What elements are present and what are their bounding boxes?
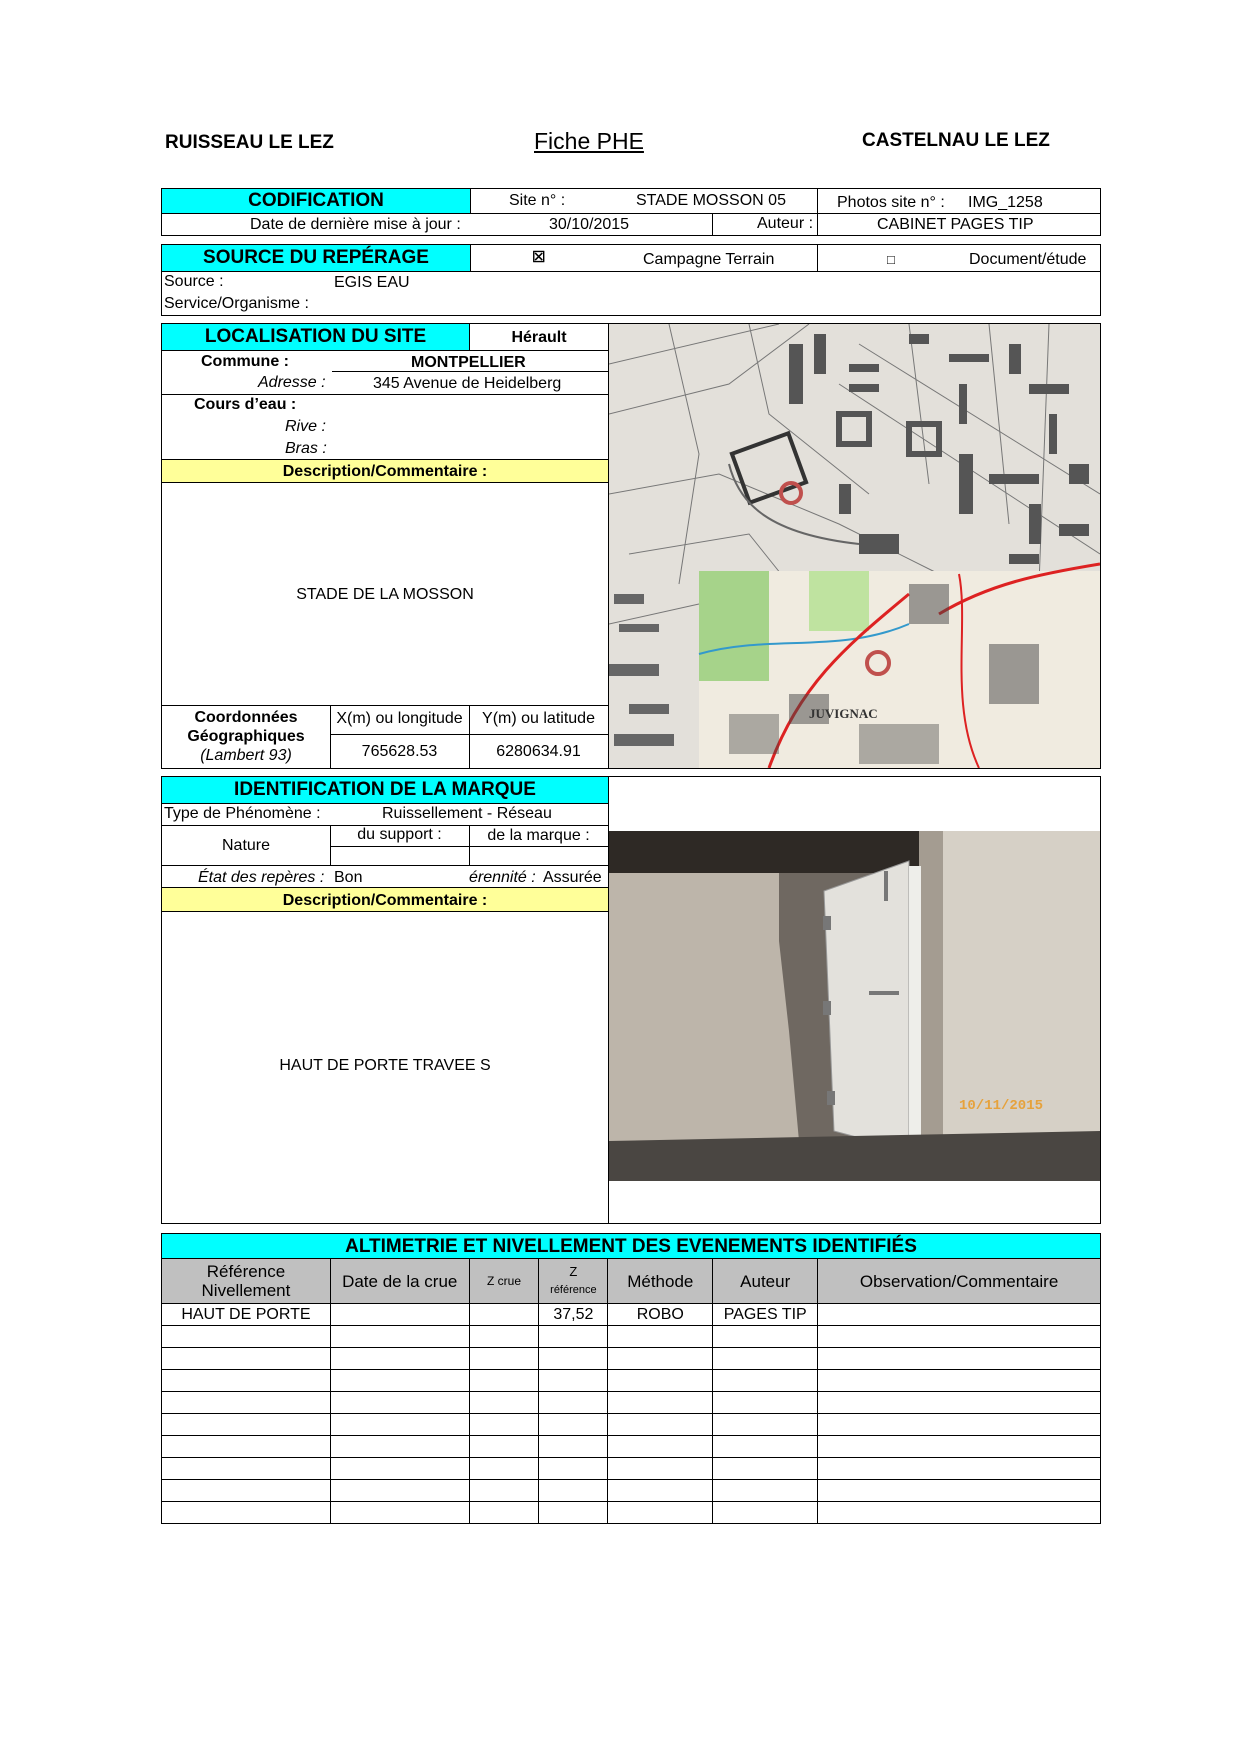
loc-desc-label: Description/Commentaire : — [162, 459, 608, 483]
col-z-crue: Z crue — [469, 1259, 539, 1304]
table-cell — [713, 1458, 818, 1480]
perennite-label: érennité : — [469, 869, 536, 886]
table-row — [162, 1326, 1101, 1348]
table-cell — [469, 1348, 539, 1370]
table-cell — [162, 1370, 331, 1392]
source-title: SOURCE DU REPÉRAGE — [162, 245, 470, 271]
table-cell — [713, 1392, 818, 1414]
table-cell — [539, 1458, 608, 1480]
table-cell — [469, 1436, 539, 1458]
table-cell — [539, 1392, 608, 1414]
table-cell — [469, 1326, 539, 1348]
table-row — [162, 1392, 1101, 1414]
loc-desc-value: STADE DE LA MOSSON — [296, 586, 474, 603]
table-cell — [162, 1480, 331, 1502]
table-cell — [330, 1502, 469, 1524]
table-row — [162, 1502, 1101, 1524]
etat-label: État des repères : — [198, 869, 325, 886]
table-cell — [608, 1414, 713, 1436]
coord-label-3: (Lambert 93) — [200, 747, 292, 764]
table-cell — [713, 1502, 818, 1524]
table-cell — [713, 1480, 818, 1502]
table-cell — [818, 1480, 1101, 1502]
table-cell — [608, 1436, 713, 1458]
ident-desc-label: Description/Commentaire : — [162, 887, 608, 912]
table-cell — [608, 1370, 713, 1392]
table-cell: 37,52 — [539, 1304, 608, 1326]
auteur-value: CABINET PAGES TIP — [877, 216, 1034, 233]
table-cell: ROBO — [608, 1304, 713, 1326]
table-cell — [469, 1458, 539, 1480]
table-cell — [162, 1348, 331, 1370]
page-title: Fiche PHE — [534, 128, 644, 154]
altimetrie-title: ALTIMETRIE ET NIVELLEMENT DES EVENEMENTS IDENTIFIÉS — [161, 1233, 1101, 1259]
table-cell — [818, 1304, 1101, 1326]
table-cell — [469, 1502, 539, 1524]
photos-label: Photos site n° : — [837, 194, 945, 211]
table-cell — [330, 1458, 469, 1480]
table-cell — [162, 1326, 331, 1348]
y-value: 6280634.91 — [496, 743, 581, 760]
table-cell — [608, 1348, 713, 1370]
table-cell — [608, 1326, 713, 1348]
location-map — [609, 324, 1100, 768]
site-value: STADE MOSSON 05 — [636, 192, 786, 209]
photo-date: 10/11/2015 — [959, 1098, 1044, 1114]
table-cell — [539, 1348, 608, 1370]
table-cell — [162, 1414, 331, 1436]
localisation-title: LOCALISATION DU SITE — [162, 324, 469, 350]
table-cell — [469, 1392, 539, 1414]
service-value: EGIS EAU — [334, 274, 410, 291]
table-cell — [330, 1370, 469, 1392]
site-label: Site n° : — [509, 192, 566, 209]
codification-title: CODIFICATION — [162, 189, 470, 213]
type-label: Type de Phénomène : — [164, 805, 321, 822]
document-checkbox[interactable]: □ — [887, 252, 895, 267]
table-cell — [330, 1326, 469, 1348]
source-label: Source : — [164, 273, 224, 290]
x-value: 765628.53 — [361, 743, 438, 760]
date-value: 30/10/2015 — [549, 216, 630, 233]
col-date-crue: Date de la crue — [330, 1259, 469, 1304]
photos-value: IMG_1258 — [968, 194, 1043, 211]
table-cell — [330, 1414, 469, 1436]
table-cell — [818, 1392, 1101, 1414]
table-row — [162, 1304, 1101, 1326]
col-observation: Observation/Commentaire — [818, 1259, 1101, 1304]
table-cell — [330, 1392, 469, 1414]
table-cell — [818, 1436, 1101, 1458]
perennite-value: Assurée — [543, 869, 602, 886]
river-name: RUISSEAU LE LEZ — [165, 132, 334, 153]
source-block — [161, 244, 1101, 316]
bras-label: Bras : — [285, 440, 327, 457]
table-row — [162, 1370, 1101, 1392]
rive-label: Rive : — [285, 418, 326, 435]
table-cell — [818, 1414, 1101, 1436]
col-auteur: Auteur — [713, 1259, 818, 1304]
type-value: Ruissellement - Réseau — [382, 805, 552, 822]
col-reference: Référence Nivellement — [162, 1259, 331, 1304]
table-cell — [608, 1502, 713, 1524]
table-row — [162, 1458, 1101, 1480]
table-cell — [539, 1480, 608, 1502]
campagne-checkbox[interactable]: ☒ — [532, 249, 546, 266]
table-cell — [818, 1458, 1101, 1480]
table-cell — [469, 1414, 539, 1436]
table-row — [162, 1436, 1101, 1458]
x-label: X(m) ou longitude — [336, 710, 463, 727]
commune-value: MONTPELLIER — [411, 354, 526, 371]
commune-label: Commune : — [201, 353, 289, 370]
table-cell — [539, 1502, 608, 1524]
table-cell — [713, 1348, 818, 1370]
service-label: Service/Organisme : — [164, 295, 309, 312]
document-label: Document/étude — [969, 251, 1087, 268]
adresse-label: Adresse : — [258, 374, 326, 391]
col-z-reference: Z référence — [539, 1259, 608, 1304]
table-cell: HAUT DE PORTE — [162, 1304, 331, 1326]
table-cell — [330, 1436, 469, 1458]
cours-eau-label: Cours d’eau : — [194, 396, 297, 413]
table-cell — [818, 1348, 1101, 1370]
table-cell — [330, 1304, 469, 1326]
ident-desc-value: HAUT DE PORTE TRAVEE S — [279, 1057, 491, 1074]
table-row — [162, 1414, 1101, 1436]
table-row — [162, 1348, 1101, 1370]
date-label: Date de dernière mise à jour : — [250, 216, 461, 233]
altimetrie-table — [161, 1258, 1101, 1524]
table-cell — [818, 1370, 1101, 1392]
codification-block — [161, 188, 1101, 236]
coord-label-2: Géographiques — [187, 728, 305, 745]
table-cell — [713, 1414, 818, 1436]
adresse-value: 345 Avenue de Heidelberg — [373, 375, 562, 392]
table-cell — [469, 1370, 539, 1392]
auteur-label: Auteur : — [757, 215, 814, 232]
table-cell — [162, 1392, 331, 1414]
nature-label: Nature — [221, 837, 271, 854]
commune-name: CASTELNAU LE LEZ — [862, 130, 1050, 151]
marque-label: de la marque : — [487, 827, 590, 844]
table-cell — [469, 1480, 539, 1502]
map-place-label: JUVIGNAC — [809, 706, 878, 721]
z-reference-text: référence — [550, 1284, 597, 1296]
col-methode: Méthode — [608, 1259, 713, 1304]
table-cell — [713, 1436, 818, 1458]
coord-label-1: Coordonnées — [194, 709, 298, 726]
site-photo — [609, 831, 1100, 1181]
table-cell — [539, 1370, 608, 1392]
campagne-label: Campagne Terrain — [643, 251, 775, 268]
table-cell — [818, 1326, 1101, 1348]
table-cell — [608, 1480, 713, 1502]
table-cell — [818, 1502, 1101, 1524]
table-cell — [469, 1304, 539, 1326]
table-cell — [713, 1326, 818, 1348]
table-cell — [162, 1436, 331, 1458]
table-cell — [539, 1436, 608, 1458]
table-cell — [330, 1348, 469, 1370]
identification-block — [161, 776, 1101, 1224]
identification-title: IDENTIFICATION DE LA MARQUE — [162, 777, 608, 803]
etat-value: Bon — [334, 869, 363, 886]
support-label: du support : — [357, 826, 442, 843]
table-cell — [539, 1414, 608, 1436]
table-cell — [608, 1392, 713, 1414]
table-cell — [162, 1458, 331, 1480]
table-cell — [713, 1370, 818, 1392]
y-label: Y(m) ou latitude — [482, 710, 595, 727]
localisation-block — [161, 323, 1101, 769]
departement: Hérault — [511, 329, 567, 346]
table-cell — [608, 1458, 713, 1480]
table-cell: PAGES TIP — [713, 1304, 818, 1326]
table-row — [162, 1480, 1101, 1502]
table-cell — [539, 1326, 608, 1348]
table-cell — [162, 1502, 331, 1524]
table-cell — [330, 1480, 469, 1502]
